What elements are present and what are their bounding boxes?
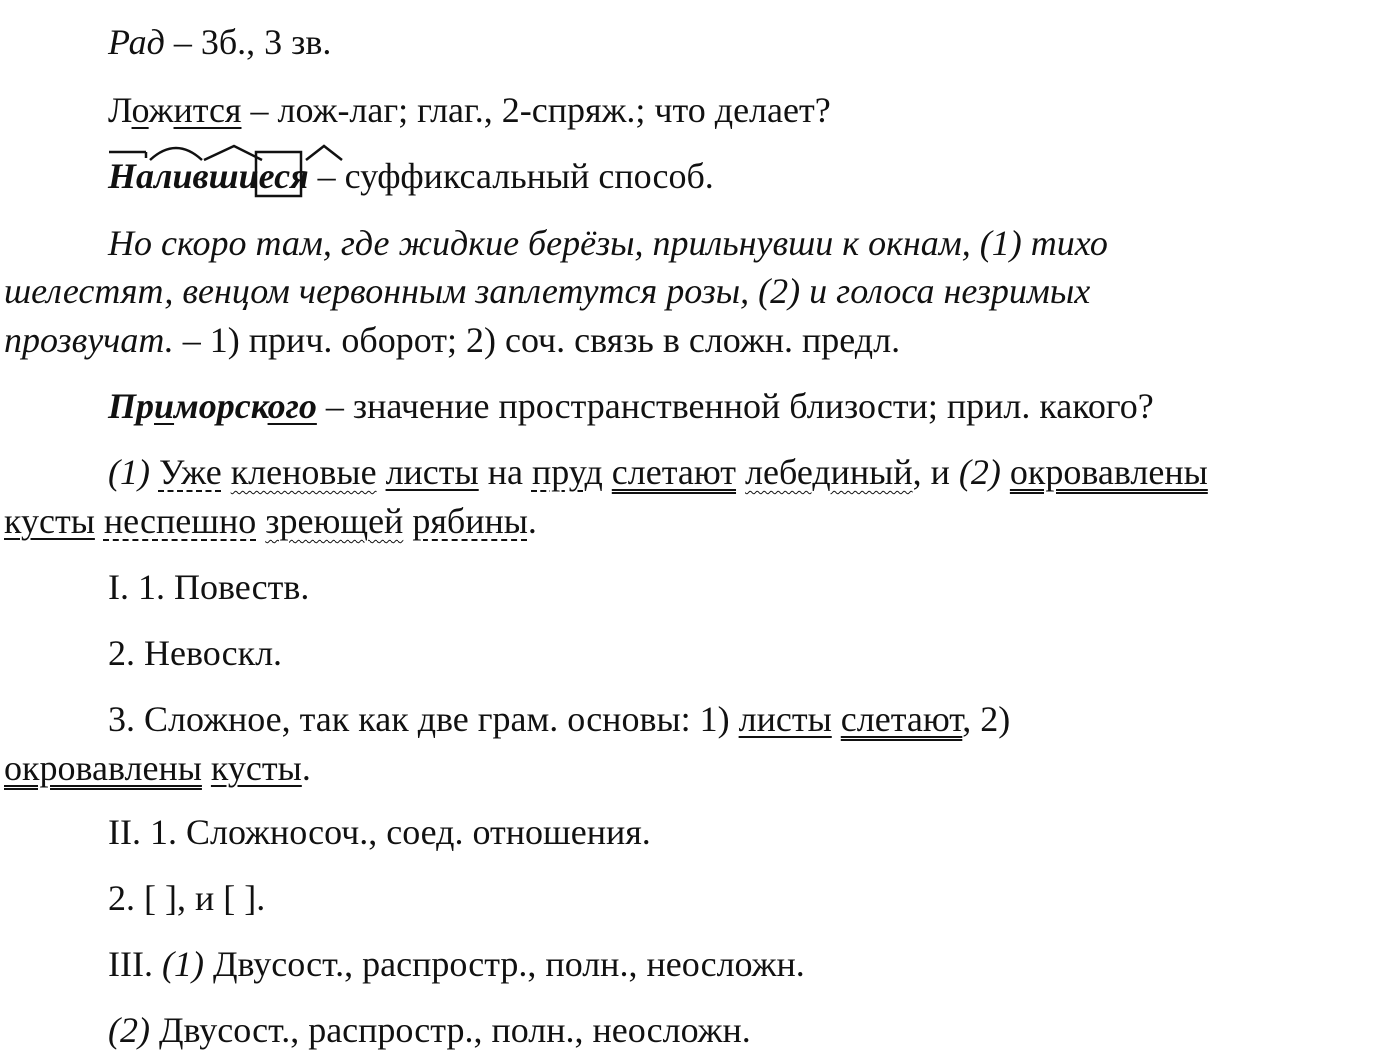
sentence-line-1 <box>108 450 1208 494</box>
sentence-word: окровавлены <box>1009 452 1208 492</box>
subject-word: кусты <box>210 748 302 788</box>
quote-line-3 <box>4 318 900 362</box>
analysis-text: 3. Сложное, так как две грам. основы: 1) <box>108 699 739 739</box>
sentence-word: пруд <box>531 452 603 492</box>
lozhitsya-analysis: – лож-лаг; глаг., 2-спряж.; что делает? <box>241 90 831 130</box>
analysis-text: Двусост., распростр., полн., неосложн. <box>149 1010 751 1050</box>
analysis-i3-cont <box>4 746 311 790</box>
word-part-underlined: ого <box>267 386 317 426</box>
quote-end: прозвучат. <box>4 320 174 360</box>
analysis-iii1 <box>108 942 805 986</box>
analysis-ii1: II. 1. Сложносоч., соед. отношения. <box>108 812 651 852</box>
sentence-word: неспешно <box>103 501 257 541</box>
word-part-underlined: и <box>154 386 175 426</box>
nalivshiesya-analysis: – суффиксальный способ. <box>308 156 714 196</box>
word-part: ж <box>148 90 174 130</box>
line-nalivshiesya <box>108 154 714 198</box>
quote-line-1: Но скоро там, где жидкие берёзы, прильнувши к окнам, (1) тихо <box>108 223 1108 263</box>
clause-number: (2) <box>108 1010 150 1050</box>
analysis-text: , 2) <box>962 699 1011 739</box>
sentence-word: слетают <box>611 452 737 492</box>
primorskogo-analysis: – значение пространственной близости; прил. какого? <box>316 386 1154 426</box>
sentence-word: кусты <box>4 501 95 541</box>
clause-number: (1) <box>161 944 204 984</box>
sentence-word: зреющей <box>265 501 404 541</box>
predicate-word: слетают <box>840 699 963 739</box>
analysis-i2: 2. Невоскл. <box>108 633 283 673</box>
line-lozhitsya <box>108 88 831 132</box>
rad-analysis: – 3б., 3 зв. <box>164 22 332 62</box>
line-primorskogo <box>108 384 1154 428</box>
word-part: Пр <box>108 386 155 426</box>
word-part: Л <box>108 90 132 130</box>
sentence-line-2 <box>4 499 537 543</box>
sentence-word: лебединый <box>745 452 913 492</box>
word-rad: Рад <box>108 22 165 62</box>
analysis-i3 <box>108 697 1010 741</box>
sentence-end: . <box>527 501 537 541</box>
quote-line-2: шелестят, венцом червонным заплетутся розы, (2) и голоса незримых <box>4 271 1091 311</box>
predicate-word: окровавлены <box>4 748 202 788</box>
sentence-conjunction: , и <box>912 452 959 492</box>
subject-word: листы <box>738 699 832 739</box>
clause-number: (2) <box>958 452 1001 492</box>
sentence-word: кленовые <box>230 452 377 492</box>
quote-analysis: – 1) прич. оборот; 2) соч. связь в сложн. предл. <box>173 320 901 360</box>
sentence-word: листы <box>385 452 479 492</box>
analysis-text: Двусост., распростр., полн., неосложн. <box>203 944 805 984</box>
analysis-ii2: 2. [ ], и [ ]. <box>108 878 266 918</box>
word-nalivshiesya: Налившиеся <box>108 156 309 196</box>
sentence-word: Уже <box>158 452 222 492</box>
analysis-text: . <box>301 748 311 788</box>
word-part: морск <box>174 386 268 426</box>
word-part-underlined: о <box>131 90 149 130</box>
word-part-underlined: ится <box>173 90 242 130</box>
sentence-word: рябины <box>412 501 528 541</box>
analysis-text: III. <box>108 944 162 984</box>
analysis-iii2 <box>108 1008 751 1052</box>
clause-number: (1) <box>108 452 150 492</box>
analysis-i1: I. 1. Повеств. <box>108 567 310 607</box>
sentence-word: на <box>487 452 523 492</box>
line-rad <box>108 20 331 64</box>
